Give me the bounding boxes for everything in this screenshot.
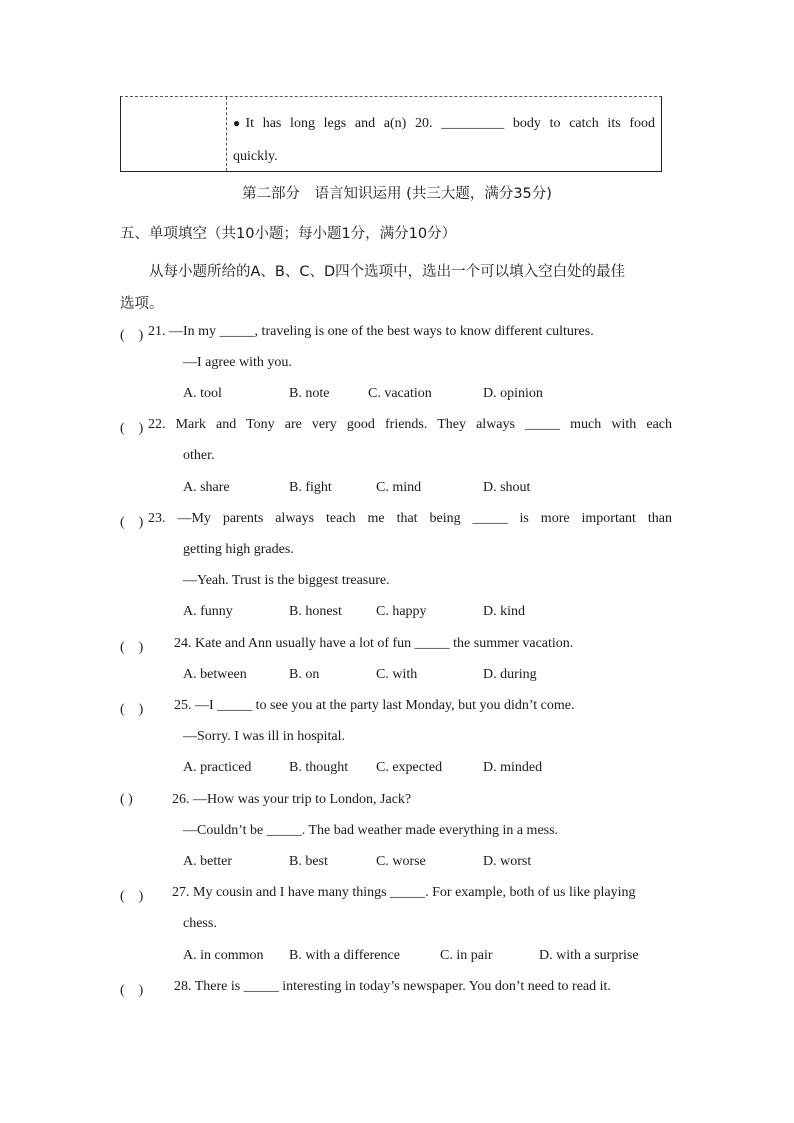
question-text-line2: getting high grades. bbox=[183, 542, 294, 557]
question-text-line2: —I agree with you. bbox=[183, 355, 292, 370]
table-cell-q20 bbox=[233, 107, 655, 173]
option-b[interactable]: B. on bbox=[289, 667, 320, 682]
question-options bbox=[183, 604, 683, 624]
option-d[interactable]: D. worst bbox=[483, 854, 532, 869]
instructions bbox=[120, 256, 672, 320]
question-text: 22. Mark and Tony are very good friends. They always _____ much with each bbox=[148, 417, 672, 432]
option-d[interactable]: D. shout bbox=[483, 480, 531, 495]
option-b[interactable]: B. with a difference bbox=[289, 948, 400, 963]
question-text-line2: chess. bbox=[183, 916, 217, 931]
table-fragment bbox=[120, 96, 662, 172]
question-text-line3: —Yeah. Trust is the biggest treasure. bbox=[183, 573, 390, 588]
option-d[interactable]: D. during bbox=[483, 667, 537, 682]
option-a[interactable]: A. funny bbox=[183, 604, 233, 619]
option-c[interactable]: C. expected bbox=[376, 760, 443, 775]
option-c[interactable]: C. worse bbox=[376, 854, 426, 869]
option-a[interactable]: A. between bbox=[183, 667, 247, 682]
option-c[interactable]: C. vacation bbox=[368, 386, 432, 401]
option-d[interactable]: D. with a surprise bbox=[539, 948, 639, 963]
option-b[interactable]: B. fight bbox=[289, 480, 332, 495]
answer-blank[interactable]: ( ) bbox=[120, 640, 144, 655]
bullet-icon: ● bbox=[233, 116, 246, 130]
answer-blank[interactable]: ( ) bbox=[120, 421, 144, 436]
question-options bbox=[183, 760, 683, 780]
option-c[interactable]: C. happy bbox=[376, 604, 427, 619]
question-text: 23. —My parents always teach me that being _____ is more important than bbox=[148, 511, 672, 526]
question-options bbox=[183, 948, 683, 968]
table-cell-text: It has long legs and a(n) 20. _________ body to catch its food bbox=[245, 116, 656, 131]
section-title: 五、单项填空（共10小题；每小题1分，满分10分） bbox=[120, 226, 457, 242]
instructions-line2: 选项。 bbox=[120, 296, 164, 312]
option-c[interactable]: C. with bbox=[376, 667, 418, 682]
option-d[interactable]: D. minded bbox=[483, 760, 543, 775]
question-text: 28. There is _____ interesting in today’s newspaper. You don’t need to read it. bbox=[174, 979, 611, 994]
option-a[interactable]: A. share bbox=[183, 480, 230, 495]
table-cell-line1 bbox=[233, 107, 655, 140]
question-text: 26. —How was your trip to London, Jack? bbox=[172, 792, 412, 807]
answer-blank[interactable]: ( ) bbox=[120, 792, 133, 807]
option-b[interactable]: B. honest bbox=[289, 604, 342, 619]
option-a[interactable]: A. tool bbox=[183, 386, 222, 401]
table-column-divider bbox=[226, 97, 227, 171]
answer-blank[interactable]: ( ) bbox=[120, 515, 144, 530]
option-b[interactable]: B. note bbox=[289, 386, 330, 401]
question-text-line2: —Sorry. I was ill in hospital. bbox=[183, 729, 346, 744]
table-cell-line2: quickly. bbox=[233, 149, 278, 164]
question-text-line2: other. bbox=[183, 448, 215, 463]
question-options bbox=[183, 480, 683, 500]
question-options bbox=[183, 667, 683, 687]
question-text: 21. —In my _____, traveling is one of the best ways to know different cultures. bbox=[148, 324, 594, 339]
option-b[interactable]: B. thought bbox=[289, 760, 349, 775]
answer-blank[interactable]: ( ) bbox=[120, 889, 144, 904]
option-a[interactable]: A. practiced bbox=[183, 760, 252, 775]
question-text: 24. Kate and Ann usually have a lot of fun _____ the summer vacation. bbox=[174, 636, 574, 651]
option-c[interactable]: C. mind bbox=[376, 480, 422, 495]
answer-blank[interactable]: ( ) bbox=[120, 328, 144, 343]
question-options bbox=[183, 386, 683, 406]
option-b[interactable]: B. best bbox=[289, 854, 328, 869]
question-options bbox=[183, 854, 683, 874]
option-d[interactable]: D. opinion bbox=[483, 386, 543, 401]
instructions-line1: 从每小题所给的A、B、C、D四个选项中，选出一个可以填入空白处的最佳 bbox=[149, 264, 626, 280]
option-c[interactable]: C. in pair bbox=[440, 948, 493, 963]
answer-blank[interactable]: ( ) bbox=[120, 983, 144, 998]
option-a[interactable]: A. better bbox=[183, 854, 232, 869]
question-text-line2: —Couldn’t be _____. The bad weather made everything in a mess. bbox=[183, 823, 559, 838]
question-text: 25. —I _____ to see you at the party last Monday, but you didn’t come. bbox=[174, 698, 575, 713]
question-text: 27. My cousin and I have many things _____. For example, both of us like playing bbox=[172, 885, 636, 900]
option-d[interactable]: D. kind bbox=[483, 604, 525, 619]
answer-blank[interactable]: ( ) bbox=[120, 702, 144, 717]
part-title: 第二部分 语言知识运用 (共三大题，满分35分) bbox=[242, 186, 552, 202]
option-a[interactable]: A. in common bbox=[183, 948, 264, 963]
